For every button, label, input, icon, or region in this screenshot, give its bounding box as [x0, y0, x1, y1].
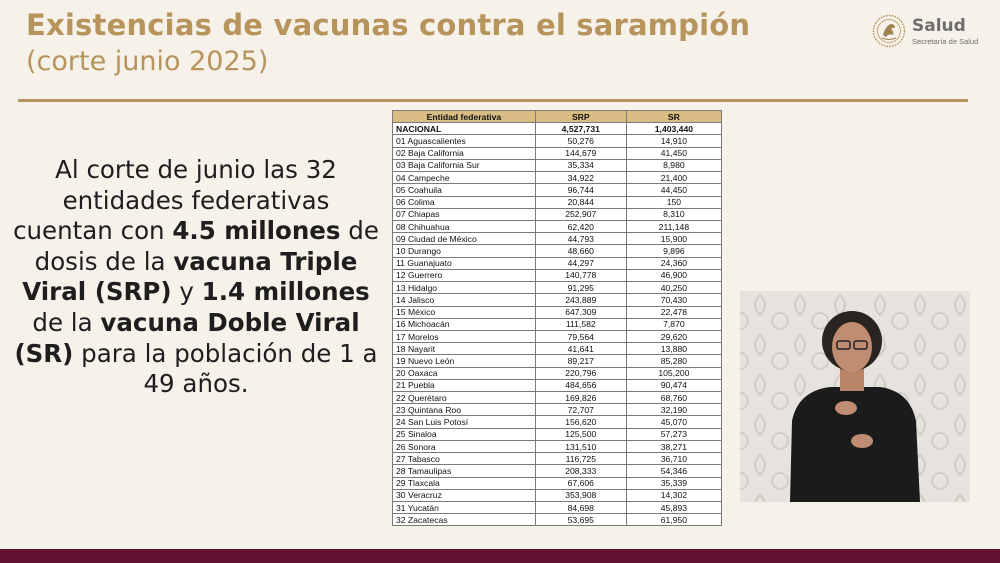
cell-entidad: 26 Sonora [393, 440, 536, 452]
cell-entidad: 17 Morelos [393, 330, 536, 342]
summary-bold-2: vacuna Triple Viral (SRP) [22, 246, 358, 307]
cell-sr: 29,620 [626, 330, 721, 342]
cell-srp: 169,826 [535, 392, 626, 404]
cell-entidad: 27 Tabasco [393, 453, 536, 465]
cell-entidad: 15 México [393, 306, 536, 318]
summary-part-1: Al corte de junio las 32 entidades federativas cuentan con [13, 155, 337, 246]
summary-part-5: para la población de 1 a 49 años. [73, 338, 378, 399]
cell-sr: 13,880 [626, 343, 721, 355]
table-row [393, 318, 722, 330]
cell-entidad: 13 Hidalgo [393, 282, 536, 294]
table-row [393, 465, 722, 477]
table-row [393, 208, 722, 220]
table-row [393, 159, 722, 171]
cell-sr: 1,403,440 [626, 123, 721, 135]
cell-srp: 44,297 [535, 257, 626, 269]
table-row [393, 220, 722, 232]
slide-subtitle: (corte junio 2025) [26, 46, 269, 77]
cell-sr: 70,430 [626, 294, 721, 306]
summary-bold-1: 4.5 millones [172, 216, 341, 246]
cell-sr: 44,450 [626, 184, 721, 196]
cell-sr: 46,900 [626, 269, 721, 281]
header-srp: SRP [535, 111, 626, 123]
cell-sr: 35,339 [626, 477, 721, 489]
cell-entidad: 21 Puebla [393, 379, 536, 391]
table-row [393, 306, 722, 318]
cell-srp: 116,725 [535, 453, 626, 465]
cell-srp: 252,907 [535, 208, 626, 220]
cell-entidad: 30 Veracruz [393, 489, 536, 501]
cell-sr: 61,950 [626, 514, 721, 526]
cell-sr: 45,893 [626, 502, 721, 514]
cell-srp: 131,510 [535, 440, 626, 452]
table-row [393, 514, 722, 526]
cell-srp: 48,660 [535, 245, 626, 257]
table-row [393, 343, 722, 355]
table-row [393, 257, 722, 269]
table-row [393, 172, 722, 184]
table-row [393, 330, 722, 342]
cell-sr: 211,148 [626, 220, 721, 232]
cell-sr: 14,910 [626, 135, 721, 147]
logo-subtitle: Secretaría de Salud [912, 37, 979, 46]
cell-srp: 140,778 [535, 269, 626, 281]
cell-srp: 84,698 [535, 502, 626, 514]
cell-srp: 484,656 [535, 379, 626, 391]
cell-srp: 91,295 [535, 282, 626, 294]
table-row-nacional [393, 123, 722, 135]
cell-srp: 243,889 [535, 294, 626, 306]
cell-entidad: 19 Nuevo León [393, 355, 536, 367]
cell-srp: 44,793 [535, 233, 626, 245]
cell-srp: 41,641 [535, 343, 626, 355]
table-row [393, 245, 722, 257]
cell-entidad: 06 Colima [393, 196, 536, 208]
cell-entidad: 23 Quintana Roo [393, 404, 536, 416]
cell-sr: 54,346 [626, 465, 721, 477]
cell-sr: 150 [626, 196, 721, 208]
table-row [393, 392, 722, 404]
header-entidad: Entidad federativa [393, 111, 536, 123]
table-row [393, 440, 722, 452]
cell-entidad: 29 Tlaxcala [393, 477, 536, 489]
cell-entidad: 11 Guanajuato [393, 257, 536, 269]
cell-sr: 8,980 [626, 159, 721, 171]
cell-sr: 8,310 [626, 208, 721, 220]
cell-srp: 89,217 [535, 355, 626, 367]
table-row [393, 379, 722, 391]
salud-logo [872, 14, 992, 54]
table-row [393, 367, 722, 379]
cell-entidad: NACIONAL [393, 123, 536, 135]
cell-entidad: 12 Guerrero [393, 269, 536, 281]
sign-language-interpreter-video [740, 291, 970, 502]
slide-title: Existencias de vacunas contra el sarampión [26, 8, 751, 42]
cell-srp: 353,908 [535, 489, 626, 501]
cell-sr: 24,360 [626, 257, 721, 269]
cell-srp: 647,309 [535, 306, 626, 318]
header-sr: SR [626, 111, 721, 123]
cell-sr: 7,870 [626, 318, 721, 330]
cell-sr: 105,200 [626, 367, 721, 379]
cell-sr: 38,271 [626, 440, 721, 452]
cell-srp: 72,707 [535, 404, 626, 416]
cell-sr: 57,273 [626, 428, 721, 440]
table-row [393, 489, 722, 501]
cell-entidad: 10 Durango [393, 245, 536, 257]
cell-entidad: 07 Chiapas [393, 208, 536, 220]
cell-srp: 144,679 [535, 147, 626, 159]
table-row [393, 269, 722, 281]
table-row [393, 233, 722, 245]
cell-srp: 62,420 [535, 220, 626, 232]
cell-srp: 50,276 [535, 135, 626, 147]
cell-sr: 40,250 [626, 282, 721, 294]
cell-sr: 9,896 [626, 245, 721, 257]
summary-bold-3: 1.4 millones [201, 277, 370, 307]
cell-sr: 45,070 [626, 416, 721, 428]
cell-sr: 32,190 [626, 404, 721, 416]
cell-entidad: 32 Zacatecas [393, 514, 536, 526]
table-row [393, 404, 722, 416]
cell-entidad: 28 Tamaulipas [393, 465, 536, 477]
cell-entidad: 18 Nayarit [393, 343, 536, 355]
table-row [393, 416, 722, 428]
cell-entidad: 02 Baja California [393, 147, 536, 159]
table-row [393, 453, 722, 465]
table-row [393, 184, 722, 196]
cell-entidad: 22 Querétaro [393, 392, 536, 404]
cell-sr: 41,450 [626, 147, 721, 159]
cell-srp: 79,564 [535, 330, 626, 342]
table-row [393, 502, 722, 514]
summary-bold-4: vacuna Doble Viral (SR) [14, 307, 360, 368]
cell-sr: 36,710 [626, 453, 721, 465]
cell-srp: 34,922 [535, 172, 626, 184]
cell-sr: 85,280 [626, 355, 721, 367]
interpreter-figure [740, 291, 970, 502]
table-row [393, 355, 722, 367]
summary-part-2: de dosis de la [34, 216, 379, 276]
cell-entidad: 05 Coahuila [393, 184, 536, 196]
cell-entidad: 31 Yucatán [393, 502, 536, 514]
cell-srp: 111,582 [535, 318, 626, 330]
cell-entidad: 25 Sinaloa [393, 428, 536, 440]
cell-entidad: 03 Baja California Sur [393, 159, 536, 171]
cell-entidad: 14 Jalisco [393, 294, 536, 306]
cell-srp: 20,844 [535, 196, 626, 208]
mexican-eagle-seal-icon [872, 14, 906, 48]
summary-part-4: de la [32, 307, 101, 337]
cell-sr: 22,478 [626, 306, 721, 318]
cell-entidad: 09 Ciudad de México [393, 233, 536, 245]
table-row [393, 196, 722, 208]
cell-srp: 208,333 [535, 465, 626, 477]
table-header-row [393, 111, 722, 123]
table-row [393, 294, 722, 306]
cell-entidad: 16 Michoacán [393, 318, 536, 330]
table-row [393, 135, 722, 147]
cell-entidad: 24 San Luis Potosí [393, 416, 536, 428]
cell-sr: 21,400 [626, 172, 721, 184]
bottom-brand-bar [0, 549, 1000, 563]
cell-srp: 4,527,731 [535, 123, 626, 135]
cell-entidad: 08 Chihuahua [393, 220, 536, 232]
cell-srp: 53,695 [535, 514, 626, 526]
cell-srp: 96,744 [535, 184, 626, 196]
cell-sr: 15,900 [626, 233, 721, 245]
vaccine-stock-table [392, 110, 722, 526]
table-row [393, 477, 722, 489]
cell-sr: 68,760 [626, 392, 721, 404]
cell-sr: 90,474 [626, 379, 721, 391]
cell-srp: 125,500 [535, 428, 626, 440]
cell-entidad: 20 Oaxaca [393, 367, 536, 379]
summary-part-3: y [171, 277, 202, 307]
table-row [393, 428, 722, 440]
cell-sr: 14,302 [626, 489, 721, 501]
table-row [393, 282, 722, 294]
table-row [393, 147, 722, 159]
logo-name: Salud [912, 16, 966, 36]
cell-entidad: 04 Campeche [393, 172, 536, 184]
cell-entidad: 01 Aguascalientes [393, 135, 536, 147]
title-divider [18, 99, 968, 102]
cell-srp: 156,620 [535, 416, 626, 428]
cell-srp: 220,796 [535, 367, 626, 379]
cell-srp: 35,334 [535, 159, 626, 171]
cell-srp: 67,606 [535, 477, 626, 489]
summary-text [12, 155, 380, 400]
